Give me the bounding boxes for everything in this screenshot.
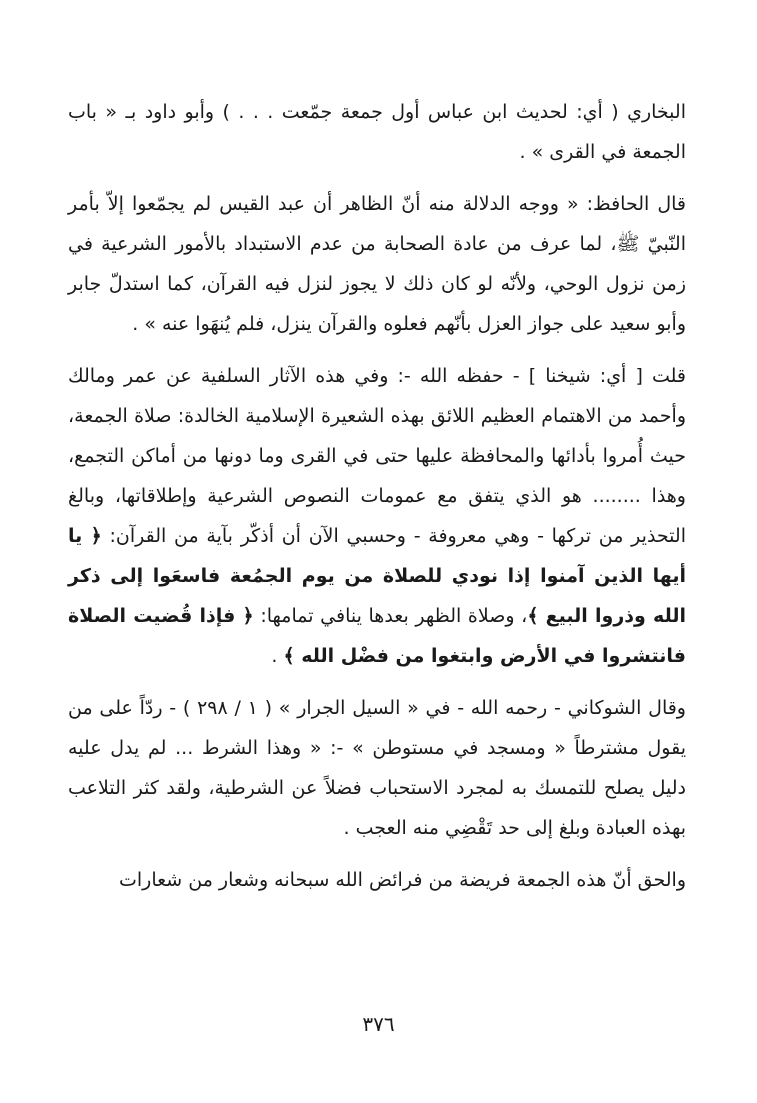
paragraph-conclusion bbox=[68, 860, 686, 900]
paragraph-text: ، وصلاة الظهر بعدها ينافي تمامها: bbox=[253, 605, 528, 627]
page-number: ٣٧٦ bbox=[362, 1012, 395, 1036]
paragraph-text: والحق أنّ هذه الجمعة فريضة من فرائض الله سبحانه وشعار من شعارات bbox=[118, 869, 686, 891]
paragraph-bukhari-abu-dawud bbox=[68, 92, 686, 172]
paragraph-hafiz-quote bbox=[68, 184, 686, 344]
paragraph-shawkani bbox=[68, 688, 686, 848]
paragraph-text: قلت [ أي: شيخنا ] - حفظه الله -: وفي هذه الآثار السلفية عن عمر ومالك وأحمد من الاهتمام العظيم اللائق بهذه الشعيرة الإسلامية الخالدة: صلاة الجمعة، حيث أُمروا بأدائها والمحافظة عليها حتى في القرى وما دونها من أماكن التجمع، وهذا ........ هو الذي يتفق مع عمومات النصوص الشرعية وإطلاقاتها، وبالغ التحذير من تركها - وهي معروفة - وحسبي الآن أن أذكّر بآية من القرآن: bbox=[68, 365, 686, 547]
quran-verse-friday-call: ﴿ يا أيها الذين آمنوا إذا نودي للصلاة من يوم الجمُعة فاسعَوا إلى ذكر الله وذروا البيع ﴾ bbox=[68, 525, 686, 627]
paragraph-text: وقال الشوكاني - رحمه الله - في « السيل الجرار » ( ١ / ٢٩٨ ) - ردّاً على من يقول مشترطاً « ومسجد في مستوطن » -: « وهذا الشرط ... لم يدل عليه دليل يصلح للتمسك به لمجرد الاستحباب فضلاً عن الشرطية، ولقد كثر التلاعب بهذه العبادة وبلغ إلى حد تَقْضِي منه العجب . bbox=[68, 697, 686, 839]
paragraph-text: . bbox=[271, 645, 284, 667]
paragraph-text: قال الحافظ: « ووجه الدلالة منه أنّ الظاهر أن عبد القيس لم يجمّعوا إلاّ بأمر النّبيّ ﷺ، لما عرف من عادة الصحابة من عدم الاستبداد بالأمور الشرعية في زمن نزول الوحي، ولأنّه لو كان ذلك لا يجوز لنزل فيه القرآن، كما استدلّ جابر وأبو سعيد على جواز العزل بأنّهم فعلوه والقرآن ينزل، فلم يُنهَوا عنه » . bbox=[68, 193, 686, 335]
paragraph-text: البخاري ( أي: لحديث ابن عباس أول جمعة جمّعت . . . ) وأبو داود بـ « باب الجمعة في القرى » . bbox=[68, 101, 686, 163]
text-body bbox=[68, 92, 686, 900]
paragraph-commentary bbox=[68, 356, 686, 676]
quran-verse-disperse: ﴿ فإذا قُضيت الصلاة فانتشروا في الأرض وابتغوا من فضْل الله ﴾ bbox=[68, 605, 686, 667]
